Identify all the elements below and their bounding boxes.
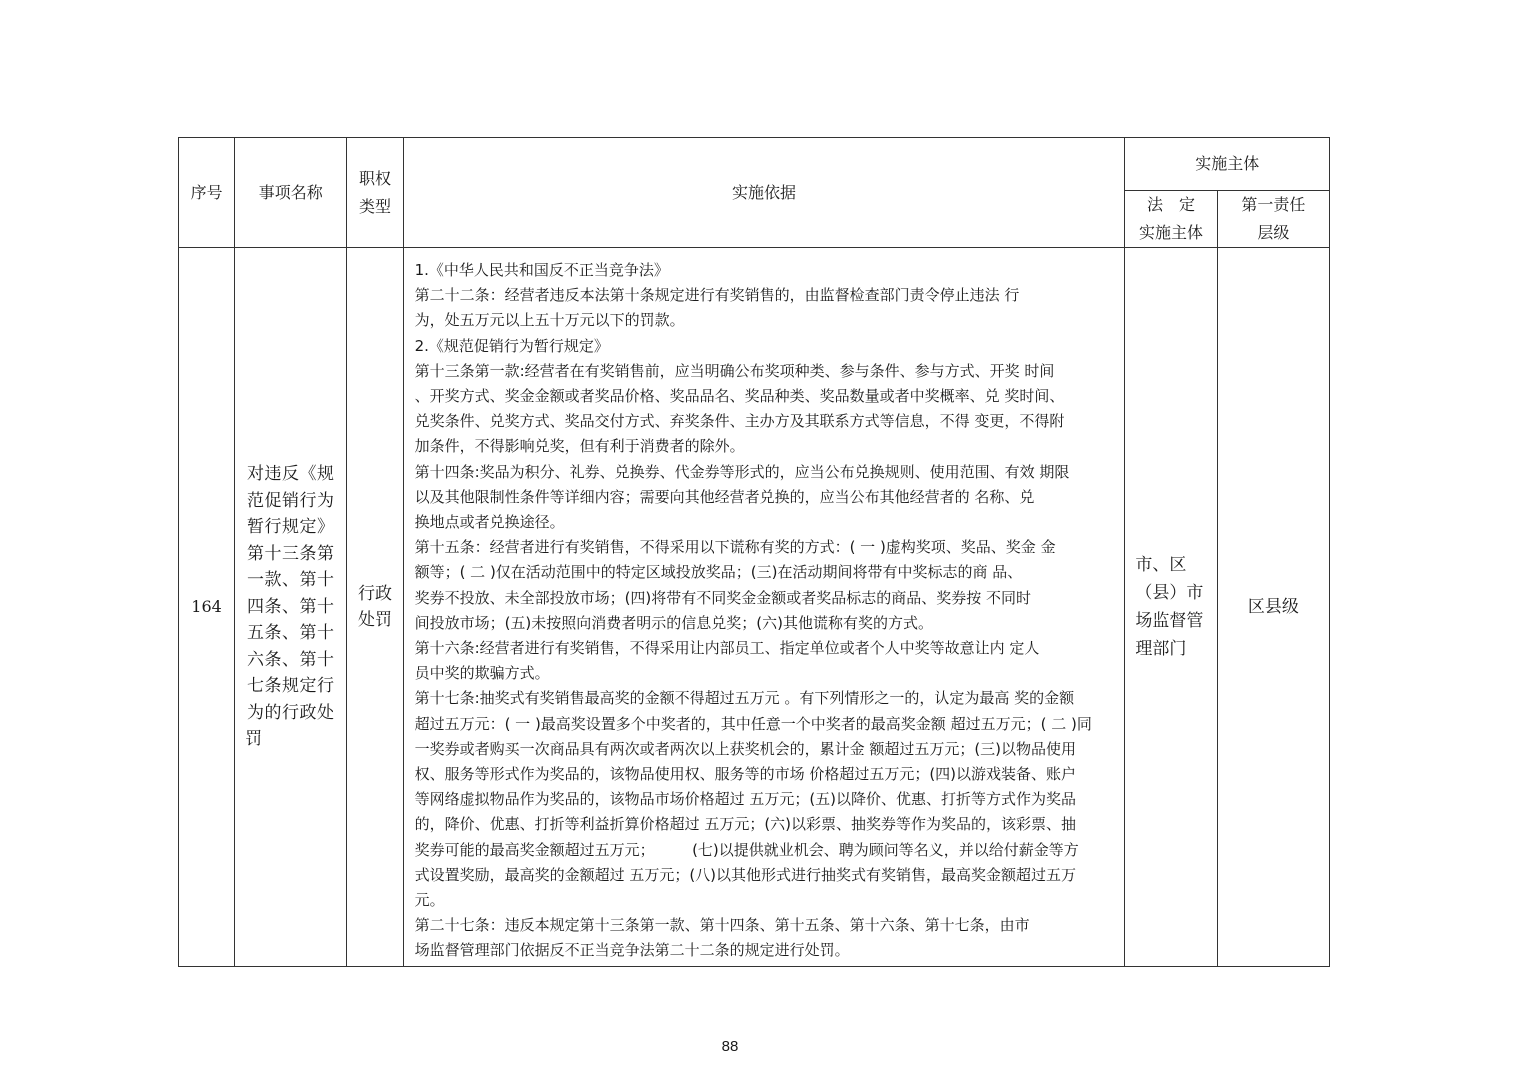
basis-line: 奖券可能的最高奖金额超过五万元； (七)以提供就业机会、聘为顾问等名义，并以给付薪金等方 bbox=[414, 840, 1079, 859]
header-legal-subject-line1: 法 定 bbox=[1147, 195, 1196, 214]
row-power-type bbox=[347, 248, 403, 967]
basis-line: 1.《中华人民共和国反不正当竞争法》 bbox=[414, 261, 669, 279]
basis-line: 的，降价、优惠、打折等利益折算价格超过 五万元；(六)以彩票、抽奖券等作为奖品的，该彩票、抽 bbox=[414, 815, 1077, 834]
basis-line: 、开奖方式、奖金金额或者奖品价格、奖品品名、奖品种类、奖品数量或者中奖概率、兑 奖时间、 bbox=[414, 387, 1065, 406]
basis-line: 兑奖条件、兑奖方式、奖品交付方式、弃奖条件、主办方及其联系方式等信息，不得 变更，不得附 bbox=[414, 412, 1065, 431]
basis-line: 第十六条:经营者进行有奖销售，不得采用让内部员工、指定单位或者个人中奖等故意让内 定人 bbox=[414, 639, 1040, 658]
header-first-level-line1: 第一责任 bbox=[1241, 195, 1306, 214]
header-power-type-line1: 职权 bbox=[358, 168, 391, 188]
basis-line: 第二十二条：经营者违反本法第十条规定进行有奖销售的，由监督检查部门责令停止违法 行 bbox=[414, 286, 1020, 305]
basis-line: 以及其他限制性条件等详细内容；需要向其他经营者兑换的，应当公布其他经营者的 名称、兑 bbox=[414, 487, 1035, 506]
header-basis: 实施依据 bbox=[403, 138, 1125, 248]
row-power-type-line2: 处罚 bbox=[357, 609, 392, 630]
basis-line: 式设置奖励，最高奖的金额超过 五万元；(八)以其他形式进行抽奖式有奖销售，最高奖金额超过五万 bbox=[414, 865, 1077, 884]
row-item-name: 对违反《规范促销行为暂行规定》第十三条第一款、第十四条、第十五条、第十六条、第十七条规定行为的行政处罚 bbox=[235, 248, 347, 967]
basis-line: 额等；( 二 )仅在活动范围中的特定区域投放奖品；(三)在活动期间将带有中奖标志的商 品、 bbox=[414, 563, 1023, 582]
basis-line: 一奖券或者购买一次商品具有两次或者两次以上获奖机会的，累计金 额超过五万元；(三)以物品使用 bbox=[414, 739, 1077, 758]
basis-text bbox=[415, 258, 1115, 964]
header-power-type bbox=[347, 138, 403, 248]
basis-line: 第二十七条：违反本规定第十三条第一款、第十四条、第十五条、第十六条、第十七条，由市 bbox=[414, 916, 1030, 935]
row-basis bbox=[403, 248, 1125, 967]
page-number: 88 bbox=[721, 1038, 739, 1055]
row-seq: 164 bbox=[179, 248, 235, 967]
header-seq: 序号 bbox=[179, 138, 235, 248]
basis-line: 加条件，不得影响兑奖，但有利于消费者的除外。 bbox=[414, 437, 745, 456]
table-header-row bbox=[179, 138, 1330, 191]
header-power-type-line2: 类型 bbox=[358, 196, 391, 216]
row-first-level: 区县级 bbox=[1217, 248, 1329, 967]
basis-line: 超过五万元：( 一 )最高奖设置多个中奖者的，其中任意一个中奖者的最高奖金额 超过五万元；( 二 )同 bbox=[414, 714, 1092, 733]
header-subject: 实施主体 bbox=[1125, 138, 1330, 191]
row-legal-subject: 市、区（县）市场监督管理部门 bbox=[1125, 248, 1217, 967]
basis-line: 员中奖的欺骗方式。 bbox=[414, 664, 550, 683]
basis-line: 第十四条:奖品为积分、礼券、兑换券、代金券等形式的，应当公布兑换规则、使用范围、有效 期限 bbox=[414, 462, 1070, 481]
table-row bbox=[179, 248, 1330, 967]
basis-line: 等网络虚拟物品作为奖品的，该物品市场价格超过 五万元；(五)以降价、优惠、打折等方式作为奖品 bbox=[414, 790, 1077, 809]
basis-line: 场监督管理部门依据反不正当竞争法第二十二条的规定进行处罚。 bbox=[414, 941, 850, 960]
basis-line: 权、服务等形式作为奖品的，该物品使用权、服务等的市场 价格超过五万元；(四)以游戏装备、账户 bbox=[414, 765, 1077, 784]
basis-line: 第十五条：经营者进行有奖销售，不得采用以下谎称有奖的方式：( 一 )虚构奖项、奖品、奖金 金 bbox=[414, 538, 1056, 557]
basis-line: 为，处五万元以上五十万元以下的罚款。 bbox=[414, 311, 685, 330]
basis-line: 间投放市场；(五)未按照向消费者明示的信息兑奖；(六)其他谎称有奖的方式。 bbox=[414, 613, 933, 632]
basis-line: 2.《规范促销行为暂行规定》 bbox=[414, 336, 609, 355]
basis-line: 换地点或者兑换途径。 bbox=[414, 513, 565, 532]
row-power-type-line1: 行政 bbox=[357, 583, 392, 604]
basis-line: 元。 bbox=[414, 891, 445, 910]
basis-line: 第十三条第一款:经营者在有奖销售前，应当明确公布奖项种类、参与条件、参与方式、开奖 时间 bbox=[414, 361, 1055, 380]
header-item-name: 事项名称 bbox=[235, 138, 347, 248]
basis-line: 第十七条:抽奖式有奖销售最高奖的金额不得超过五万元 。有下列情形之一的，认定为最高 奖的金额 bbox=[414, 689, 1075, 708]
basis-line: 奖券不投放、未全部投放市场；(四)将带有不同奖金金额或者奖品标志的商品、奖券按 不同时 bbox=[414, 588, 1032, 607]
header-first-level bbox=[1217, 191, 1329, 248]
header-first-level-line2: 层级 bbox=[1257, 223, 1290, 242]
header-legal-subject-line2: 实施主体 bbox=[1139, 223, 1204, 242]
header-legal-subject bbox=[1125, 191, 1217, 248]
enforcement-table bbox=[178, 137, 1330, 967]
